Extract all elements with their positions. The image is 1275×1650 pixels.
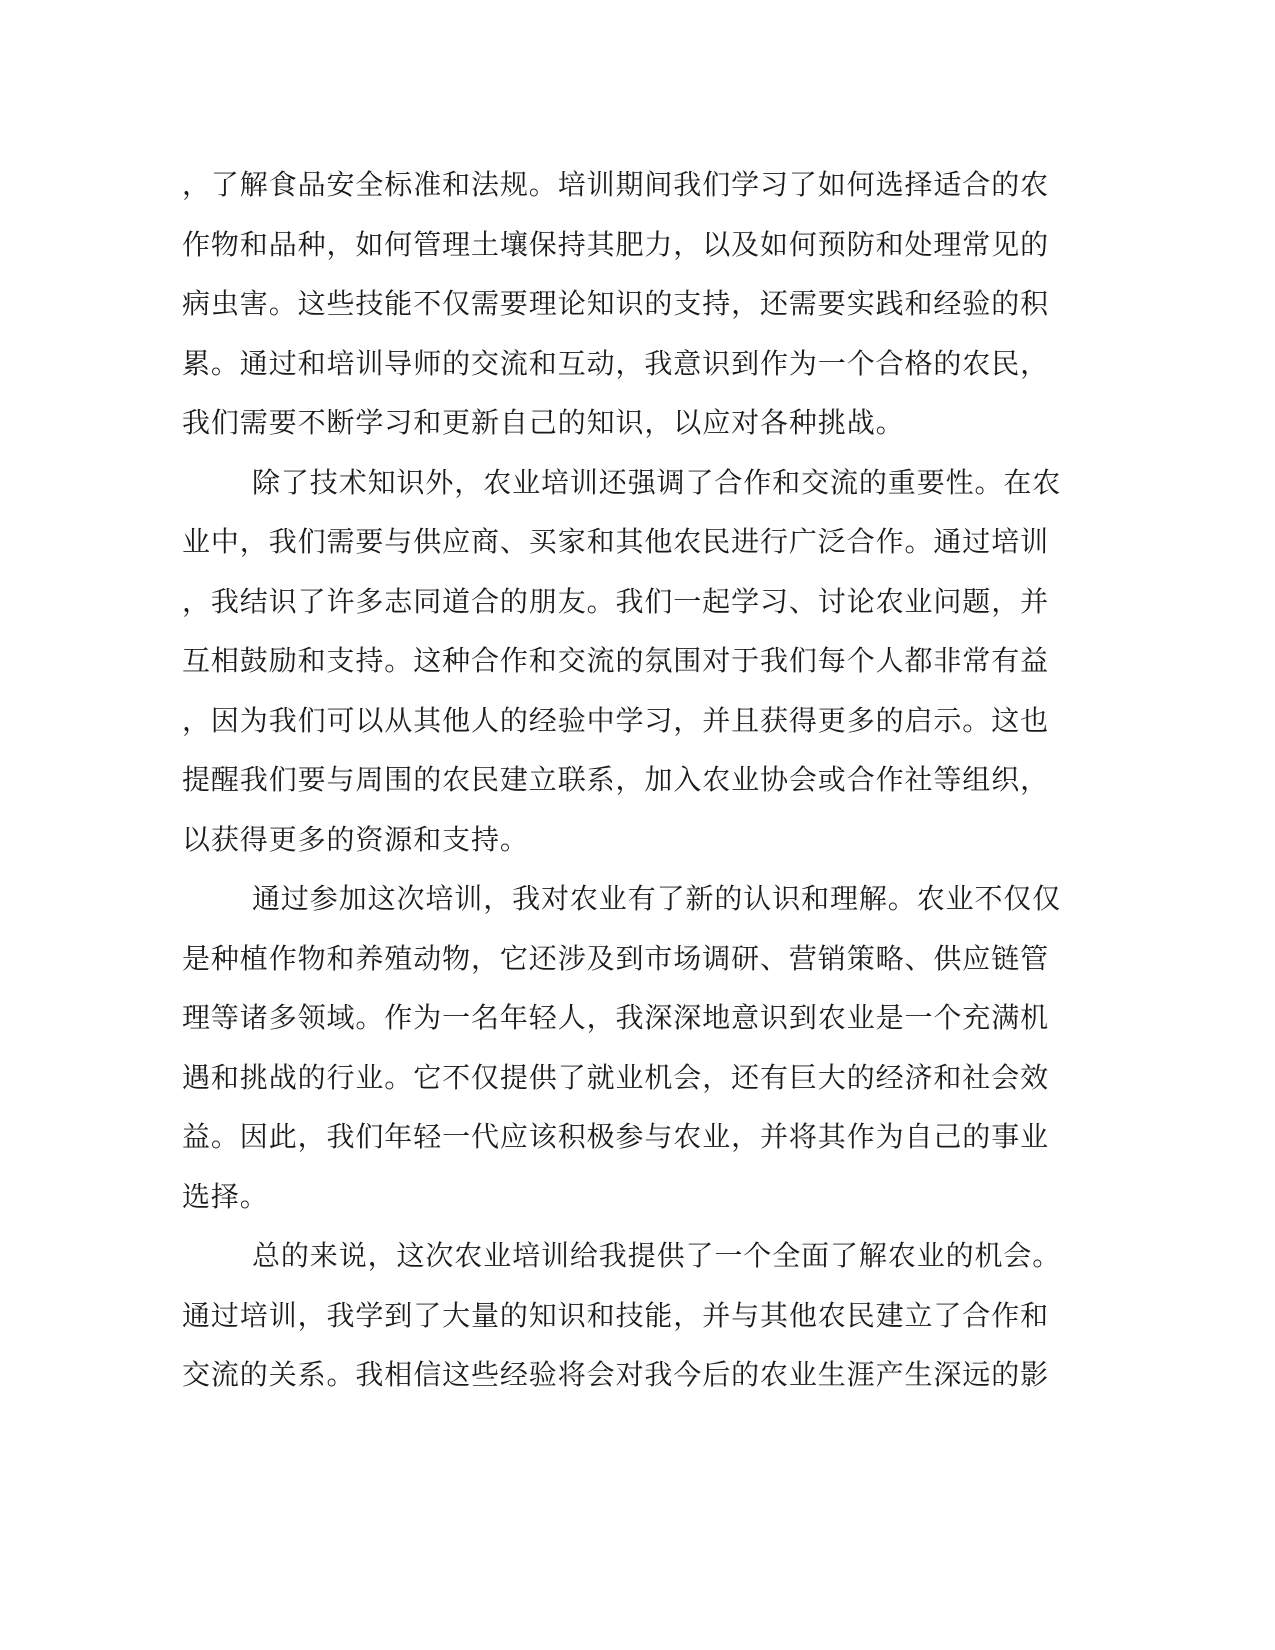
text-line: 通过培训，我学到了大量的知识和技能，并与其他农民建立了合作和: [182, 1298, 1050, 1332]
text-line: 益。因此，我们年轻一代应该积极参与农业，并将其作为自己的事业: [182, 1120, 1050, 1153]
text-line: 作物和品种，如何管理土壤保持其肥力，以及如何预防和处理常见的: [182, 227, 1050, 261]
text-line: 以获得更多的资源和支持。: [182, 822, 529, 856]
text-line: 提醒我们要与周围的农民建立联系，加入农业协会或合作社等组织，: [182, 763, 1050, 796]
text-line: 遇和挑战的行业。它不仅提供了就业机会，还有巨大的经济和社会效: [182, 1060, 1050, 1094]
text-line: ，了解食品安全标准和法规。培训期间我们学习了如何选择适合的农: [182, 168, 1050, 201]
text-line: 互相鼓励和支持。这种合作和交流的氛围对于我们每个人都非常有益: [182, 644, 1050, 677]
paragraph-start-line: 总的来说，这次农业培训给我提供了一个全面了解农业的机会。: [252, 1239, 1062, 1272]
text-line: 交流的关系。我相信这些经验将会对我今后的农业生涯产生深远的影: [182, 1358, 1050, 1391]
text-line: 累。通过和培训导师的交流和互动，我意识到作为一个合格的农民，: [182, 346, 1050, 380]
paragraph-start-line: 除了技术知识外，农业培训还强调了合作和交流的重要性。在农: [252, 465, 1062, 499]
text-line: 是种植作物和养殖动物，它还涉及到市场调研、营销策略、供应链管: [182, 941, 1050, 975]
text-line: 我们需要不断学习和更新自己的知识，以应对各种挑战。: [182, 406, 905, 439]
paragraph-start-line: 通过参加这次培训，我对农业有了新的认识和理解。农业不仅仅: [252, 882, 1062, 915]
text-line: 理等诸多领域。作为一名年轻人，我深深地意识到农业是一个充满机: [182, 1001, 1050, 1034]
text-line: 病虫害。这些技能不仅需要理论知识的支持，还需要实践和经验的积: [182, 287, 1050, 320]
body-text: [182, 155, 1062, 1405]
text-line: ，因为我们可以从其他人的经验中学习，并且获得更多的启示。这也: [182, 703, 1050, 737]
text-line: 选择。: [182, 1179, 269, 1213]
text-line: 业中，我们需要与供应商、买家和其他农民进行广泛合作。通过培训: [182, 525, 1050, 558]
text-line: ，我结识了许多志同道合的朋友。我们一起学习、讨论农业问题，并: [182, 584, 1050, 618]
